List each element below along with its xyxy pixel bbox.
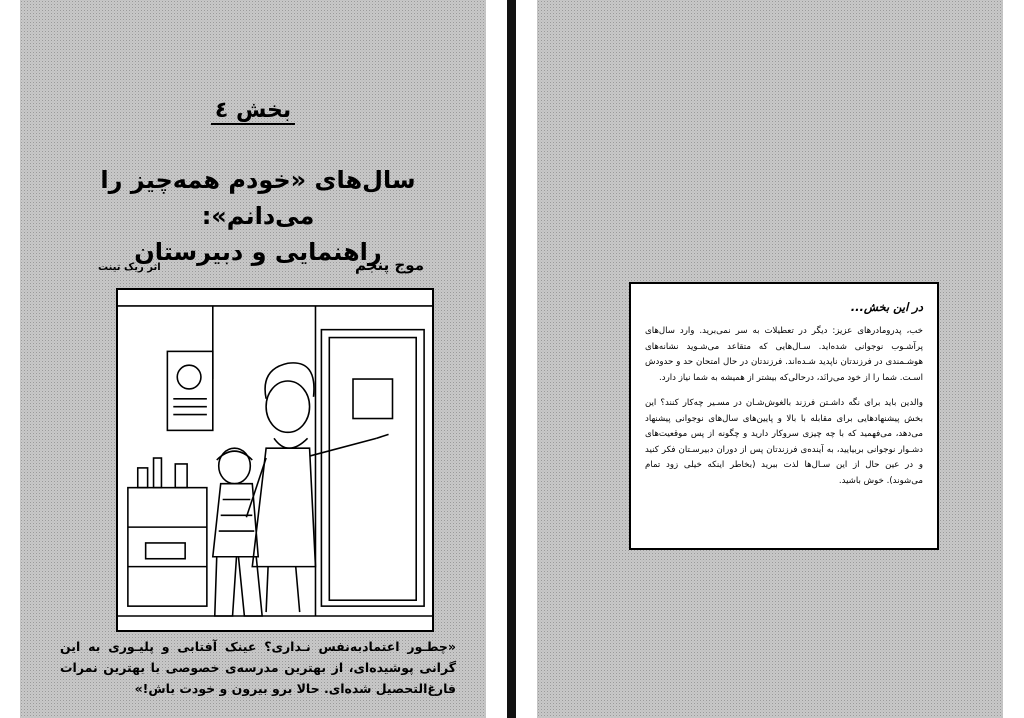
section-heading: در این بخش... <box>850 300 923 314</box>
section-paragraph-2: والدین باید برای نگه داشـتن فرزند بالغوش‌شـان در مسـیر چه‌کار کنند؟ این بخش پیشنهادهایی برای مقابله با بالا و پایین‌های سال‌های نوجوانی پیشنهاد می‌دهد، می‌فهمید که با چه چیزی سروکار دارید و چگونه از پس موقعیت‌های دشـوار نوجوانی بربیایید، به آینده‌ی فرزندتان پس از دوران دبیرسـتان فکر کنید و در عین حال از این سـال‌ها لذت ببرید (بخاطر اینکه خیلی زود تمام می‌شوند). خوش باشید. <box>645 398 923 486</box>
cartoon-drawing <box>118 290 432 630</box>
section-paragraph-1: خب، پدرومادرهای عزیز: دیگر در تعطیلات به سر نمی‌برید. وارد سال‌های پرآشـوب نوجوانی شده‌اید. سـال‌هایی که متقاعد می‌شـوید نشانه‌های هوشـمندی در فرزندتان ناپدید شـده‌اند. فرزندتان در حال امتحان حد و حدودش اسـت. شما را از خود می‌رانَد، درحالی‌که بیشتر از همیشه به شما نیاز دارد. <box>645 326 923 383</box>
title-line-1: سال‌های «خودم همه‌چیز را می‌دانم»: <box>100 166 416 230</box>
section-intro-box <box>629 282 939 550</box>
part-label-text: بخش ٤ <box>211 98 295 125</box>
right-page <box>537 0 1003 718</box>
part-label <box>20 98 486 123</box>
cartoon-illustration <box>116 288 434 632</box>
left-page <box>20 0 486 718</box>
part-title <box>68 162 448 270</box>
page-divider <box>507 0 516 718</box>
cartoon-title: موج پنجم <box>354 256 424 274</box>
cartoon-caption: «چطـور اعتمادبه‌نفس نـداری؟ عینک آفتابی و پلیـوری به این گرانی پوشیده‌ای، از بهترین مدرسه‌ی خصوصی با بهترین نمرات فارغ‌التحصیل شده‌ای. حالا برو بیرون و خودت باش!» <box>60 639 456 696</box>
cartoon-author: اثر ریک تینت <box>98 262 161 273</box>
title-line-2: راهنمایی و دبیرستان <box>134 238 382 266</box>
